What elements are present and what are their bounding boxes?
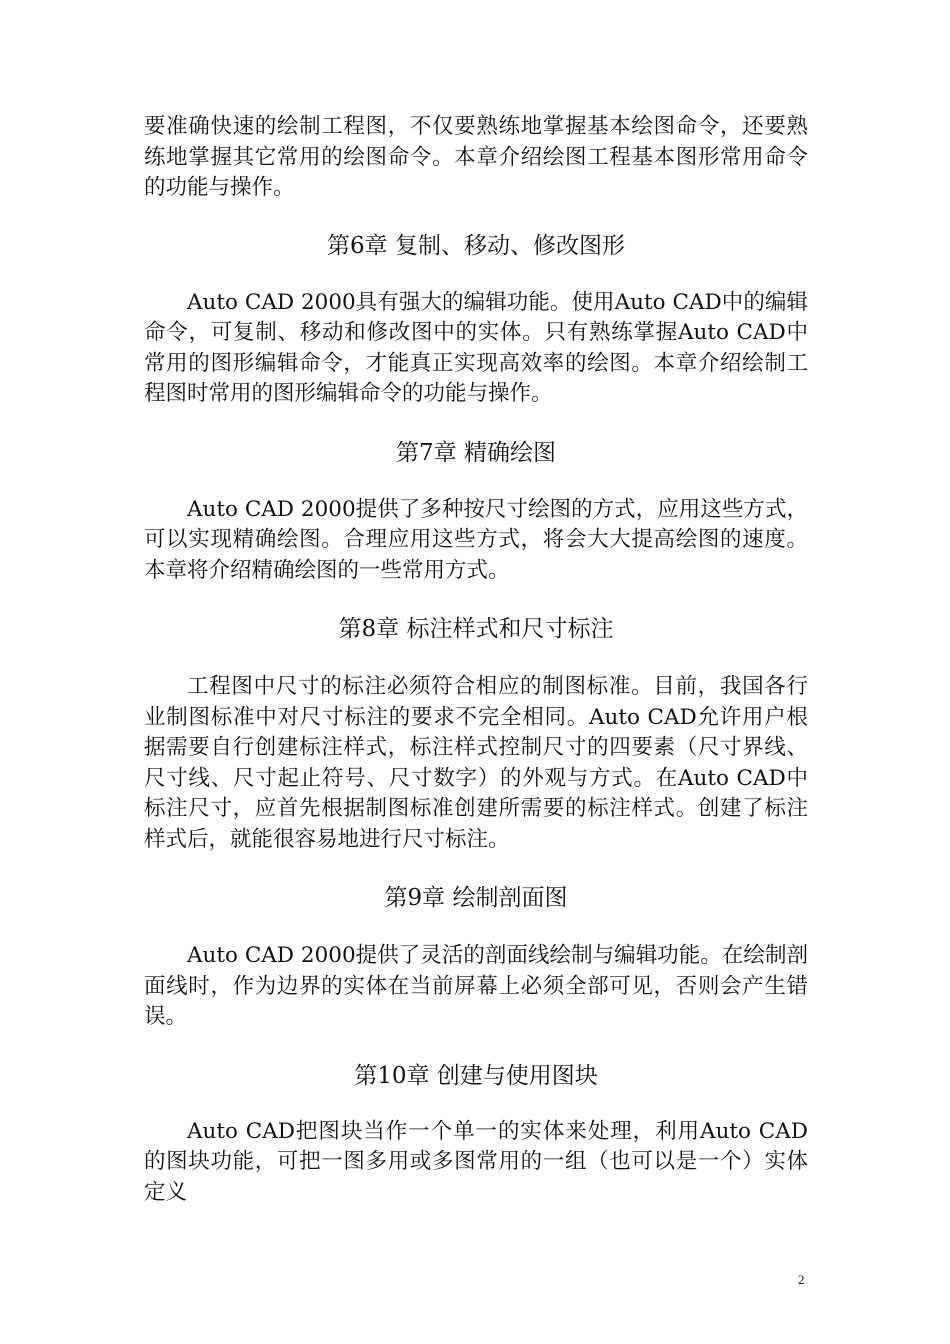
chapter-6-paragraph: Auto CAD 2000具有强大的编辑功能。使用Auto CAD中的编辑命令，可复制、移动和修改图中的实体。只有熟练掌握Auto CAD中常用的图形编辑命令，才能真正实现高效率的绘图。本章介绍绘制工程图时常用的图形编辑命令的功能与操作。: [144, 289, 808, 406]
intro-paragraph: 要准确快速的绘制工程图，不仅要熟练地掌握基本绘图命令，还要熟练地掌握其它常用的绘图命令。本章介绍绘图工程基本图形常用命令的功能与操作。: [144, 114, 808, 200]
chapter-9-paragraph: Auto CAD 2000提供了灵活的剖面线绘制与编辑功能。在绘制剖面线时，作为边界的实体在当前屏幕上必须全部可见，否则会产生错误。: [144, 943, 808, 1029]
chapter-8-heading: 第8章 标注样式和尺寸标注: [338, 616, 614, 642]
chapter-7-heading: 第7章 精确绘图: [396, 439, 556, 466]
chapter-10-heading: 第10章 创建与使用图块: [354, 1062, 598, 1089]
chapter-10-paragraph: Auto CAD把图块当作一个单一的实体来处理，利用Auto CAD的图块功能，可把一图多用或多图常用的一组（也可以是一个）实体定义: [144, 1118, 808, 1205]
chapter-6-heading: 第6章 复制、移动、修改图形: [327, 232, 625, 259]
chapter-7-paragraph: Auto CAD 2000提供了多种按尺寸绘图的方式，应用这些方式，可以实现精确绘图。合理应用这些方式，将会大大提高绘图的速度。本章将介绍精确绘图的一些常用方式。: [144, 496, 808, 583]
page-number: 2: [798, 1272, 805, 1287]
page-content: [144, 112, 808, 1208]
chapter-9-heading: 第9章 绘制剖面图: [384, 885, 568, 911]
chapter-8-paragraph: 工程图中尺寸的标注必须符合相应的制图标准。目前，我国各行业制图标准中对尺寸标注的要求不完全相同。Auto CAD允许用户根据需要自行创建标注样式，标注样式控制尺寸的四要素（尺寸界线、尺寸线、尺寸起止符号、尺寸数字）的外观与方式。在Auto CAD中标注尺寸，应首先根据制图标准创建所需要的标注样式。创建了标注样式后，就能很容易地进行尺寸标注。: [144, 674, 808, 852]
